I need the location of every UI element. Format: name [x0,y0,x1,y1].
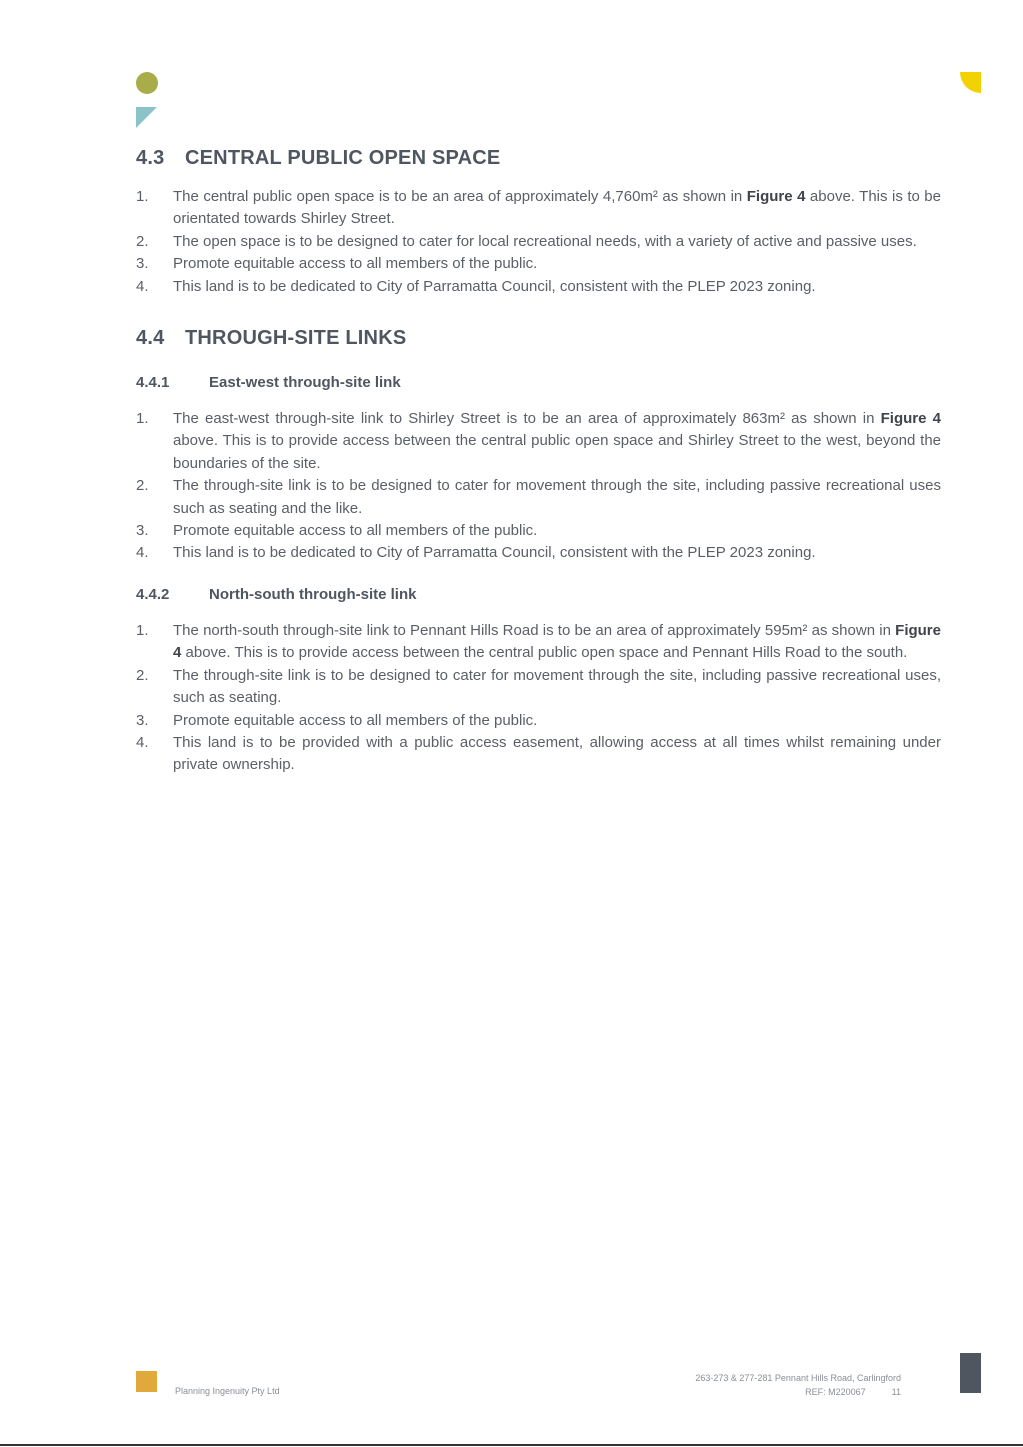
item-text: Promote equitable access to all members of the public. [173,522,538,540]
item-text: The through-site link is to be designed to cater for movement through the site, including passive recreational uses, such as seating. [173,666,941,707]
subsection-number: 4.4.2 [136,586,170,603]
section-4-4-1-heading [136,374,401,391]
reference-number: REF: M220067 [805,1387,866,1397]
list-item [136,276,941,298]
footer-company: Planning Ingenuity Pty Ltd [175,1386,280,1396]
list-item [136,231,941,253]
list-item [136,542,941,564]
item-text: above. This is to provide access between the central public open space and Pennant Hills Road to the south. [181,644,908,662]
bottom-rule [0,1444,1023,1446]
figure-reference: Figure 4 [746,188,806,205]
footer-reference [805,1387,901,1397]
list-item [136,408,941,475]
list-item [136,253,941,275]
section-4-3-list [136,186,941,298]
list-item [136,710,941,732]
item-text: above. This is to provide access between the central public open space and Shirley Street to the west, beyond the boundaries of the site. [173,432,941,472]
item-number: 2. [136,232,149,250]
section-title: THROUGH-SITE LINKS [185,327,407,349]
item-number: 1. [136,410,149,427]
item-number: 3. [136,711,149,729]
item-text: The north-south through-site link to Pennant Hills Road is to be an area of approximately 595m² as shown in [173,622,896,639]
list-item [136,732,941,777]
section-4-3-heading [136,147,500,170]
decorative-quarter-circle [960,72,981,93]
item-number: 1. [136,622,149,639]
item-number: 4. [136,277,149,295]
item-text: Promote equitable access to all members of the public. [173,711,538,729]
item-text: This land is to be dedicated to City of Parramatta Council, consistent with the PLEP 2023 zoning. [173,277,816,295]
decorative-circle [136,72,158,94]
item-text: This land is to be dedicated to City of Parramatta Council, consistent with the PLEP 2023 zoning. [173,544,816,562]
footer-square [136,1371,157,1392]
footer-address: 263-273 & 277-281 Pennant Hills Road, Carlingford [695,1373,901,1383]
item-number: 4. [136,544,149,562]
item-text: The central public open space is to be an area of approximately 4,760m² as shown in [173,188,747,205]
item-text: This land is to be provided with a public access easement, allowing access at all times whilst remaining under private ownership. [173,734,941,774]
list-item [136,475,941,520]
section-4-4-1-list [136,408,941,565]
item-text: Promote equitable access to all members of the public. [173,255,538,273]
page-number: 11 [891,1387,901,1397]
list-item [136,620,941,665]
item-text: above. This is to be orientated towards Shirley Street. [173,188,941,228]
section-4-4-heading [136,327,406,350]
section-4-4-2-heading [136,586,416,603]
item-number: 2. [136,666,149,684]
section-number: 4.3 [136,147,165,169]
item-text: The open space is to be designed to cater for local recreational needs, with a variety of active and passive uses. [173,232,917,250]
footer-bar [960,1353,981,1393]
figure-reference: Figure 4 [173,622,941,662]
item-number: 4. [136,734,149,752]
item-number: 3. [136,255,149,273]
decorative-triangle [136,107,157,128]
subsection-title: North-south through-site link [209,586,417,603]
item-text: The through-site link is to be designed to cater for movement through the site, including passive recreational uses such as seating and the like. [173,477,941,517]
list-item [136,186,941,231]
item-number: 3. [136,522,149,540]
subsection-title: East-west through-site link [209,374,401,391]
section-title: CENTRAL PUBLIC OPEN SPACE [185,147,501,169]
item-number: 1. [136,188,149,205]
list-item [136,665,941,710]
figure-reference: Figure 4 [880,410,941,427]
item-number: 2. [136,477,149,495]
item-text: The east-west through-site link to Shirley Street is to be an area of approximately 863m² as shown in [173,410,881,427]
section-number: 4.4 [136,327,165,349]
section-4-4-2-list [136,620,941,777]
list-item [136,520,941,542]
subsection-number: 4.4.1 [136,374,170,391]
